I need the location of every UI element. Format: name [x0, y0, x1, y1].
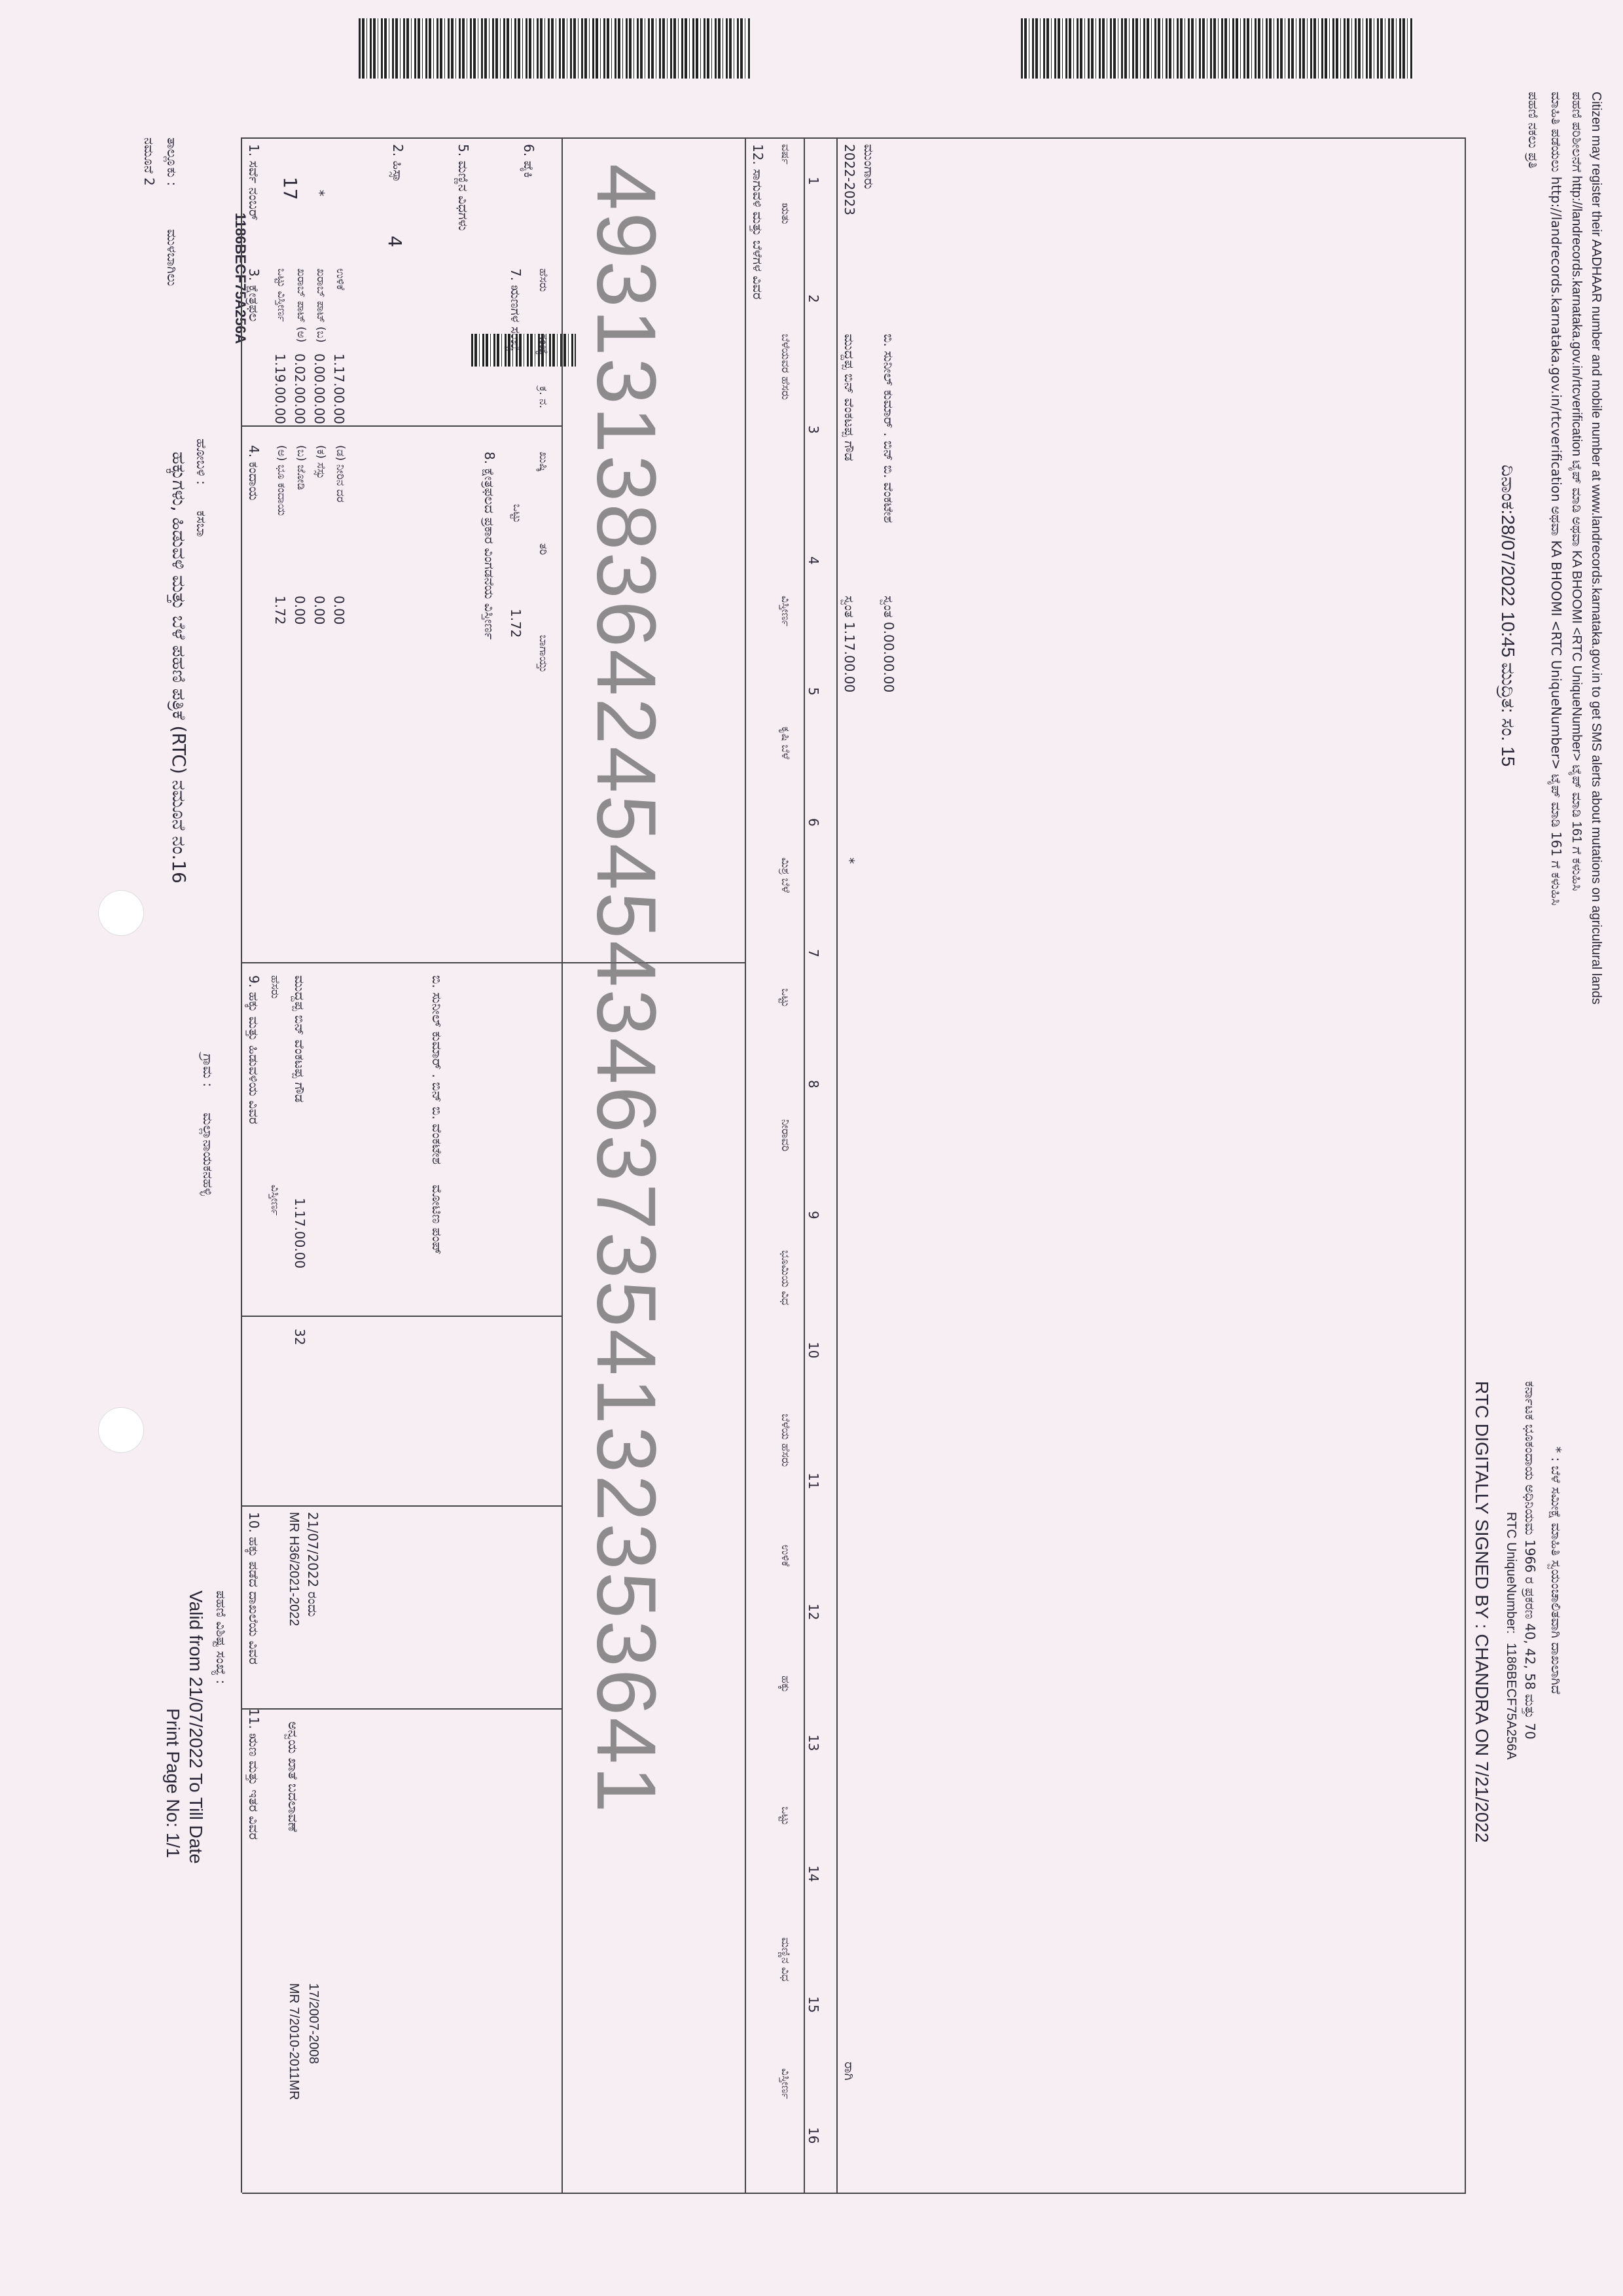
crop-head: ಬೆಳೆಯವರ ಹೆಸರು	[779, 334, 792, 401]
label-revenue: 4. ಕಂದಾಯ	[246, 445, 262, 501]
crop-col-number: 16	[806, 2127, 821, 2144]
crop-year: 2022-2023	[842, 144, 857, 216]
crop-head: ವಿಸ್ತೀರ್ಣ	[779, 2068, 792, 2100]
unique-label: ಪಹಣಿ ವಿಶಿಷ್ಟ ಸಂಖ್ಯೆ :	[213, 1590, 229, 1685]
footer-copy-label: ಪಹಣಿ ನಕಲು ಪ್ರತಿ	[1525, 92, 1541, 169]
form-number: ನಮೂನೆ 2	[141, 137, 157, 186]
area-row-label: ಖರಾಬ್ ಪಾಟ್ (ಅ)	[294, 268, 308, 343]
print-date: ದಿನಾಂಕ:28/07/2022 10:45 ಮುದ್ರಿತ: ಸಂ. 15	[1498, 465, 1518, 767]
cultivator-2-area: ಸ್ವಂತ 0.00.00.00	[881, 596, 897, 693]
footer-kannada-1: ಮಾಹಿತಿ ಪಡೆಯಲು http://landrecords.karnataka.gov.in/rtcverification ಅಥವಾ KA BHOOMI <RTC UniqueNumber> ಟೈಪ್ ಮಾಡಿ 161 ಗೆ ಕಳುಹಿಸಿ	[1548, 92, 1564, 906]
taluk-name: ಮುಳಬಾಗಿಲು	[164, 229, 180, 287]
s8-head-serial: ಕ್ರ. ನ.	[537, 386, 550, 409]
crop-head: ಮಣ್ಣಿನ ವಿಧ	[779, 1937, 792, 1982]
label-soil-types: 5. ಮಣ್ಣಿನ ವಿಧಗಳು	[455, 144, 471, 231]
village-name: ಮಲ್ಲಾನಾಯಕನಹಳ್ಳಿ	[200, 1113, 216, 1196]
document-title: ಹಕ್ಕುಗಳು, ಹಿಡುವಳಿ ಮತ್ತು ಬೆಳೆ ಪಹಣಿ ಪತ್ರಿಕೆ (RTC) ನಮೂನೆ ನಂ.16	[168, 452, 190, 884]
document-code: 1186BECF75A256A	[232, 213, 249, 344]
crop-col-number: 7	[806, 949, 821, 958]
footer-citizen-note: Citizen may register their AADHAAR number and mobile number at www.landrecords.karnataka.gov.in to get SMS alerts about mutations on agricultural lands	[1589, 92, 1603, 1005]
hobli-name: ಕಸಬಾ	[194, 511, 209, 537]
label-rights: 9. ಹಕ್ಕು ಮತ್ತು ಹಿಡುವಳಿಯ ವಿವರ	[246, 975, 262, 1124]
area-row-label: ಖರಾಬ್ ಪಾಟ್ (ಬ)	[314, 268, 327, 343]
label-hissa: 2. ಹಿಸ್ಸಾ	[390, 144, 406, 183]
owner-head-name: ಹೆಸರು	[268, 975, 281, 999]
hobli-label: ಹೋಬಳಿ :	[194, 439, 209, 485]
crop-remark: ರಾಗಿ	[842, 2062, 857, 2081]
watermark-number: 4931313836424545434637354132353641	[579, 164, 673, 1815]
label-record: 10. ಹಕ್ಕು ಪಡೆದ ದಾಖಲೆಯ ವಿವರ	[246, 1512, 262, 1665]
unique-number-value: 1186BECF75A256A	[1504, 1643, 1518, 1760]
revenue-row-label: (ಕ) ಸೆಸ್ಸು	[314, 445, 327, 480]
mutation-record-1: MR H36/2021-2022	[287, 1512, 301, 1626]
area-row-value: 0.00.00.00	[312, 353, 327, 425]
label-classification: 8. ಕ್ಷೇತ್ರಫಲದ ಪ್ರಕಾರ ವಿಂಗಡನೆಯ ವಿಸ್ತೀರ್ಣ	[482, 452, 497, 640]
crop-head: ವಿಸ್ತೀರ್ಣ	[779, 596, 792, 627]
footer-verification: ಪಹಣಿ ಪರಿಶೀಲನೆಗೆ http://landrecords.karnataka.gov.in/rtcverification ಟೈಪ್ ಮಾಡಿ ಅಥವಾ KA BHOOMI <RTC UniqueNumber> ಟೈಪ್ ಮಾಡಿ 161 ಗೆ ಕಳುಹಿಸಿ	[1569, 92, 1584, 891]
top-barcode-left	[359, 18, 751, 79]
crop-col-number: 8	[806, 1080, 821, 1088]
top-barcode-right	[1021, 18, 1414, 79]
label-crops: 12. ಸಾಗುವಳಿ ಮತ್ತು ಬೆಳೆಗಳ ವಿವರ	[750, 144, 766, 300]
crop-head: ಬೆಳೆಯ ಹೆಸರು	[779, 1414, 792, 1467]
survey-number: 17	[279, 177, 301, 200]
crop-head: ಉಳಿಕೆ	[779, 1545, 792, 1567]
crop-col-number: 13	[806, 1734, 821, 1751]
crop-head: ವರ್ಷ	[779, 144, 792, 165]
revenue-row-label: (ಡ) ನೀರಿನ ದರ	[334, 445, 347, 503]
label-area: 3. ಕ್ಷೇತ್ರಫಲ	[246, 268, 262, 322]
crop-col-number: 15	[806, 1996, 821, 2013]
crop-head: ಒಟ್ಟು	[779, 988, 792, 1008]
revenue-row-value: 0.00	[292, 596, 308, 625]
area-row-label: ಒಟ್ಟು ವಿಸ್ತೀರ್ಣ	[275, 268, 288, 322]
mutation-note: ಅನ್ವಯ ಖಾತೆ ಬದಲಾವಣೆ	[285, 1721, 301, 1832]
s8-head-total: ಒಟ್ಟು	[510, 504, 524, 524]
area-row-value: 1.17.00.00	[331, 353, 347, 425]
crop-col-number: 2	[806, 295, 821, 303]
crop-head: ಒಟ್ಟು	[779, 1806, 792, 1826]
crop-col-number: 9	[806, 1211, 821, 1219]
hissa-number: 4	[384, 236, 406, 247]
s8-head-number: ಸಂಖ್ಯೆ	[537, 334, 550, 355]
village-label: ಗ್ರಾಮ :	[200, 1054, 216, 1087]
crop-head: ಕೃಷಿ ಬೆಳೆ	[779, 726, 792, 759]
taluk-label: ತಾಲ್ಲೂಕು :	[164, 137, 180, 187]
revenue-row-value: 1.72	[272, 596, 288, 625]
unique-number-label: RTC UniqueNumber:	[1504, 1512, 1518, 1634]
crop-head: ನೀರಾವರಿ	[779, 1119, 792, 1152]
owner-father: ಬಿ. ಸುನೀಲ್ ಕುಮಾರ್ . ಬಿನ್ ಬಿ. ವೆಂಕಟೇಶ	[429, 975, 445, 1165]
rtc-document	[124, 92, 1603, 2193]
mutation-record-2: MR 7/2010-2011MR	[287, 1983, 301, 2100]
crop-head: ಋತು	[779, 203, 792, 224]
mutation-record-3: 17/2007-2008	[306, 1983, 321, 2064]
crop-col-number: 5	[806, 687, 821, 696]
pending-note: ಮೋಟಿಣ ಪಂಪ್	[429, 1185, 445, 1255]
revenue-row-label: (ಅ) ಭೂ ಕಂದಾಯ	[275, 445, 288, 516]
revenue-row-label: (ಬ) ಜೋಡಿ	[294, 445, 308, 490]
label-survey-number: 1. ಸರ್ವೆ ನಂಬರ್	[246, 144, 262, 221]
digital-signature: RTC DIGITALLY SIGNED BY : CHANDRA ON 7/21/2022	[1472, 1381, 1492, 1843]
area-row-value: 0.02.00.00	[292, 353, 308, 425]
crop-col-number: 11	[806, 1473, 821, 1490]
footer-star-note: * : ಬೆಳೆ ಸಮೀಕ್ಷೆ ಮಾಹಿತಿ ಸ್ವಯಂಚಾಲಿತವಾಗಿ ದಾಖಲಾಗಿದೆ	[1548, 1446, 1564, 1695]
label-encumbrance-count: 7. ಋಣಗಳ ಸಂಖ್ಯೆ	[508, 268, 524, 351]
s8-head-name: ಹೆಸರು	[537, 268, 550, 292]
crop-col-number: 6	[806, 818, 821, 827]
crop-col-number: 12	[806, 1604, 821, 1621]
area-row-value: 1.19.00.00	[272, 353, 288, 425]
label-encumbrance: 11. ಋಣ ಮತ್ತು ಇತರ ವಿವರ	[246, 1708, 262, 1840]
crop-col-number: 14	[806, 1865, 821, 1882]
area-row-label: ಉಳಿಕೆ	[334, 268, 347, 291]
valid-date: Valid from 21/07/2022 To Till Date	[186, 1590, 206, 1864]
khatha-number: 32	[292, 1329, 308, 1346]
survey-star: *	[312, 190, 327, 196]
crop-head: ಭೂಮಿಯ ವಿಧ	[779, 1250, 792, 1306]
crop-star: *	[842, 857, 857, 864]
crop-head: ಹಕ್ಕು	[779, 1676, 792, 1693]
label-paiki: 6. ಪೈಕಿ	[521, 144, 537, 178]
s8-total-value: 1.72	[508, 609, 524, 638]
revenue-row-value: 0.00	[331, 596, 347, 625]
crop-col-number: 4	[806, 556, 821, 565]
print-page: Print Page No: 1/1	[163, 1708, 183, 1858]
act-note: ಕರ್ನಾಟಕ ಭೂಕಂದಾಯ ಅಧಿನಿಯಮ 1966 ರ ಪ್ರಕರಣ 40, 42, 58 ಮತ್ತು 70	[1522, 1381, 1538, 1740]
crop-col-number: 3	[806, 425, 821, 434]
owner-area: 1.17.00.00	[292, 1198, 308, 1269]
crop-season: ಮುಂಗಾರು	[861, 144, 877, 190]
revenue-row-value: 0.00	[312, 596, 327, 625]
owner-head-area: ವಿಸ್ತೀರ್ಣ	[268, 1185, 281, 1216]
owner-name: ಮುದ್ದಪ್ಪ ಬಿನ್ ವೆಂಕಟಪ್ಪ ಗೌಡ	[292, 975, 308, 1103]
s8-head-dry: ಖುಷ್ಕಿ	[537, 452, 550, 472]
crop-head: ಮಿಶ್ರ ಬೆಳೆ	[779, 857, 792, 893]
s8-head-garden: ಬಾಗಾಯ್ತು	[537, 635, 550, 673]
crop-col-number: 1	[806, 177, 821, 185]
s8-head-wet: ತರಿ	[537, 543, 550, 555]
cultivator-1-area: ಸ್ವಂತ 1.17.00.00	[842, 596, 857, 693]
cultivator-1: ಮುದ್ದಪ್ಪ ಬಿನ್ ವೆಂಕಟಪ್ಪ ಗೌಡ	[842, 334, 857, 461]
crop-col-number: 10	[806, 1342, 821, 1359]
mutation-record-1-date: 21/07/2022 ರಂದು	[305, 1512, 321, 1617]
cultivator-2: ಬಿ. ಸುನೀಲ್ ಕುಮಾರ್ . ಬಿನ್ ಬಿ. ವೆಂಕಟೇಶ	[881, 334, 897, 524]
